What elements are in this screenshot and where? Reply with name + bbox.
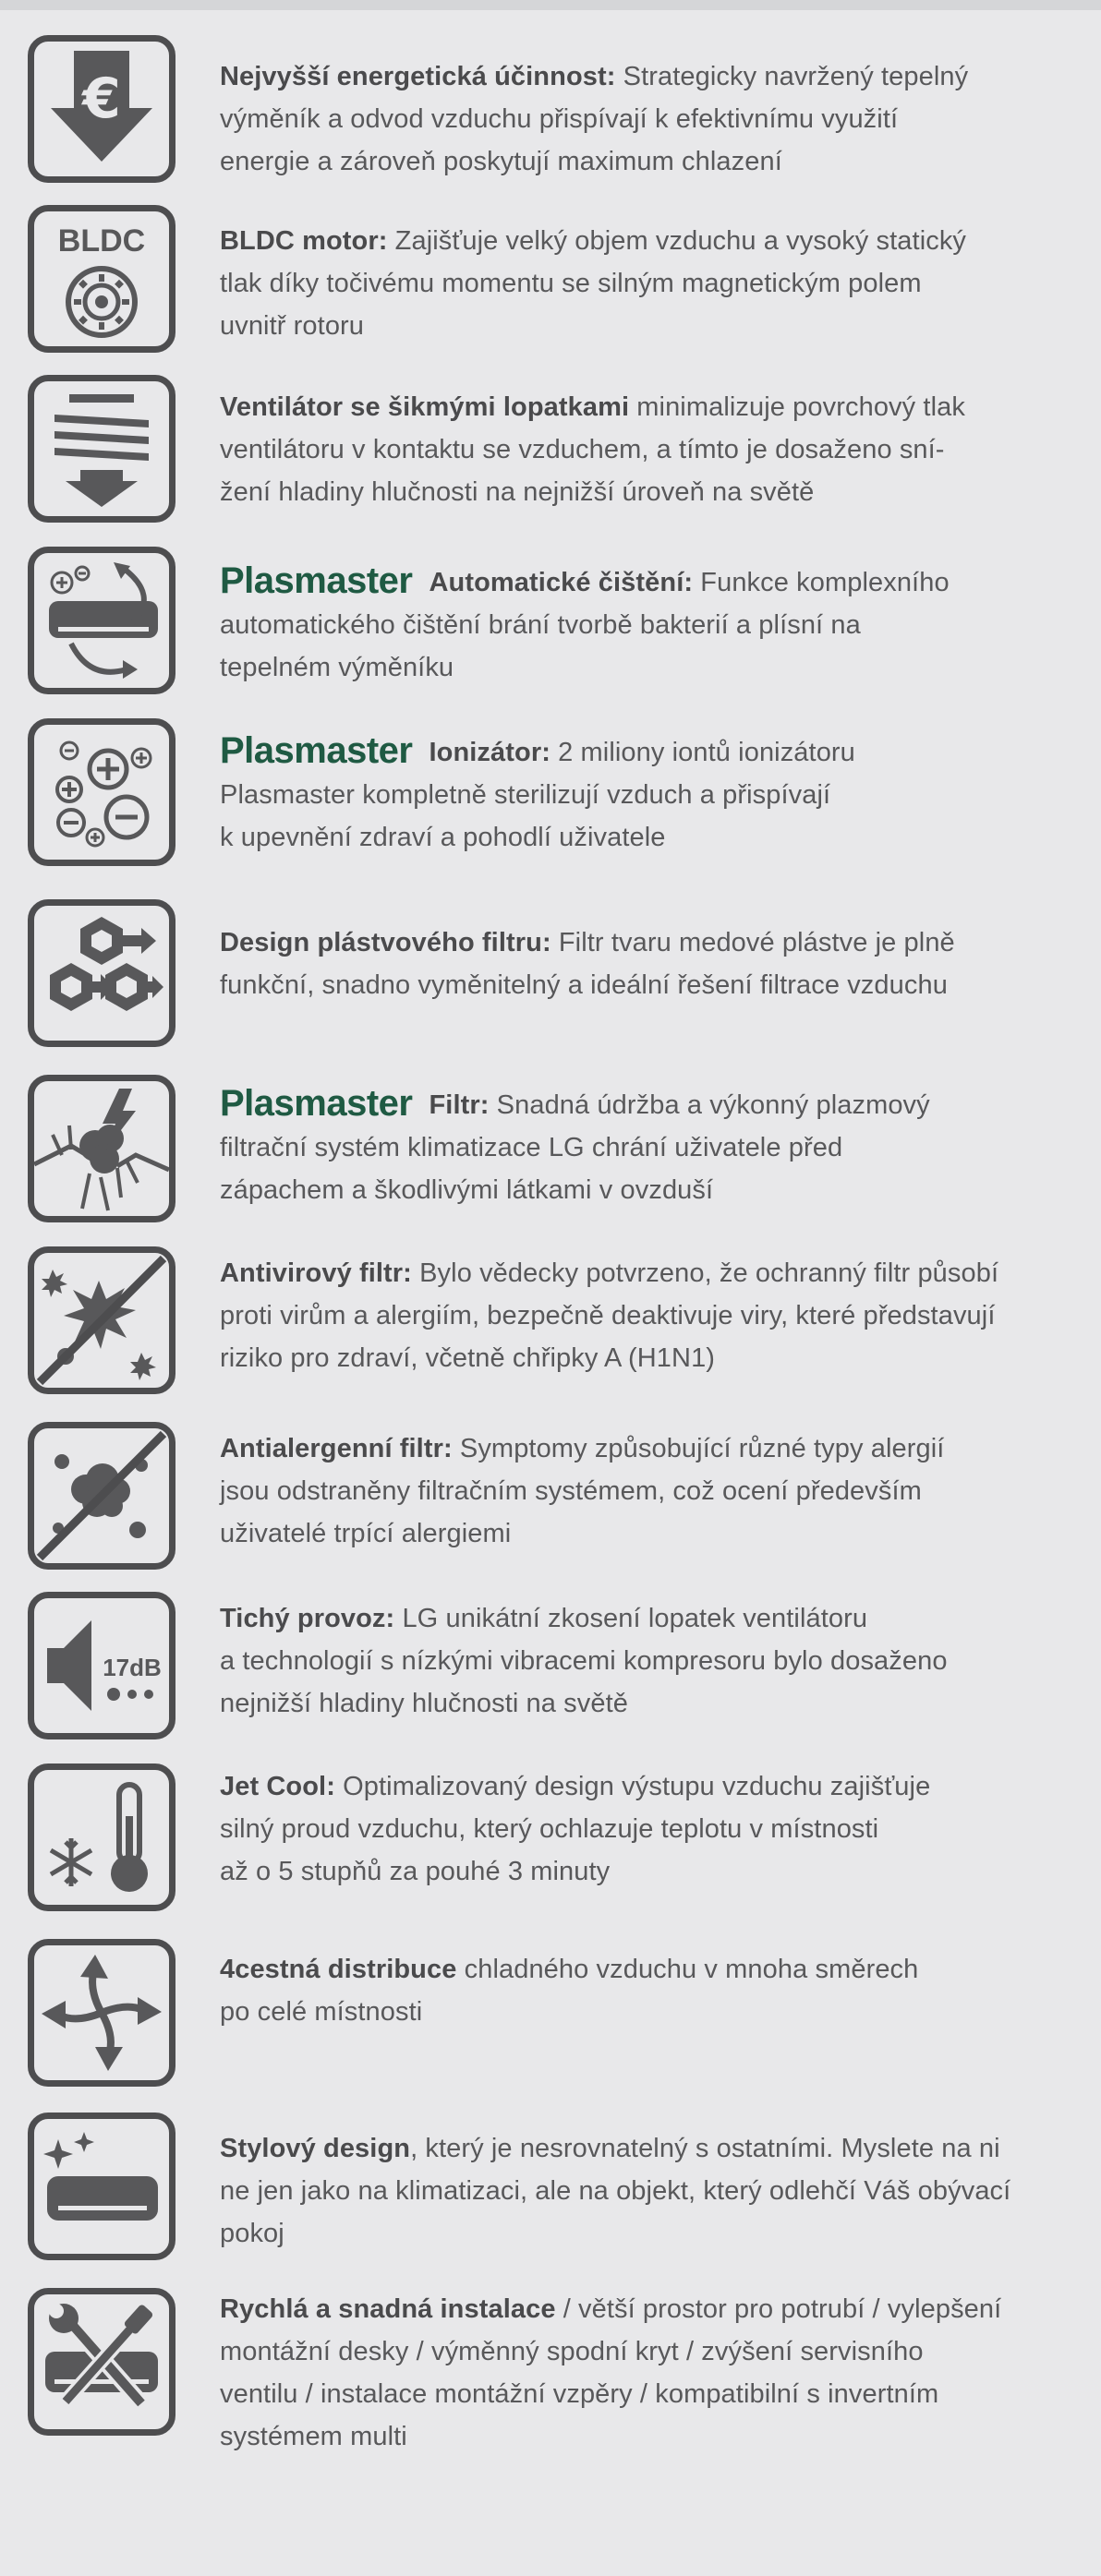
feature-title: Antialergenní filtr: (220, 1434, 453, 1463)
feature-text: silný proud vzduchu, který ochlazuje teplotu v místnosti (220, 1814, 879, 1844)
feature-text: uživatelé trpící alergiemi (220, 1519, 512, 1548)
feature-text: po celé místnosti (220, 1997, 423, 2027)
feature-text: Symptomy způsobující různé typy alergií (452, 1434, 945, 1463)
feature-text: a technologií s nízkými vibracemi kompresoru bylo dosaženo (220, 1646, 948, 1676)
feature-text: k upevnění zdraví a pohodlí uživatele (220, 823, 666, 852)
ionizer-icon (28, 718, 175, 866)
feature-title: Stylový design (220, 2134, 411, 2163)
feature-text: proti virům a alergiím, bezpečně deaktivuje viry, které představují (220, 1301, 996, 1330)
feature-text: funkční, snadno vyměnitelný a ideální řešení filtrace vzduchu (220, 970, 948, 1000)
four-way-icon (28, 1939, 175, 2087)
feature-text: výměník a odvod vzduchu přispívají k efektivnímu využití (220, 104, 899, 134)
feature-title: Automatické čištění: (429, 568, 694, 597)
svg-text:BLDC: BLDC (57, 223, 146, 259)
stylish-design-icon (28, 2113, 175, 2260)
feature-text: Plasmaster kompletně sterilizují vzduch a přispívají (220, 780, 831, 810)
feature-title: Antivirový filtr: (220, 1258, 412, 1288)
svg-text:17dB: 17dB (103, 1654, 162, 1681)
feature-text: až o 5 stupňů za pouhé 3 minuty (220, 1857, 611, 1886)
jet-cool-icon (28, 1763, 175, 1911)
auto-clean-icon (28, 547, 175, 694)
plasmaster-logo: Plasmaster (220, 560, 413, 601)
feature-text: chladného vzduchu v mnoha směrech (456, 1955, 919, 1984)
feature-text: nejnižší hladiny hlučnosti na světě (220, 1689, 628, 1718)
skew-fan-icon (28, 375, 175, 523)
feature-text: zápachem a škodlivými látkami v ovzduší (220, 1175, 714, 1205)
feature-text: Strategicky navržený tepelný (615, 62, 969, 91)
feature-text: Snadná údržba a výkonný plazmový (489, 1090, 930, 1120)
plasma-filter-icon (28, 1075, 175, 1222)
installation-tools-icon (28, 2288, 175, 2436)
feature-title: Design plástvového filtru: (220, 928, 551, 957)
feature-title: Jet Cool: (220, 1772, 335, 1801)
feature-title: Tichý provoz: (220, 1604, 395, 1633)
feature-title: BLDC motor: (220, 226, 388, 256)
feature-text: Bylo vědecky potvrzeno, že ochranný filtr působí (411, 1258, 999, 1288)
feature-text: ventilátoru v kontaktu se vzduchem, a tímto je dosaženo sní- (220, 435, 945, 464)
feature-text: Zajišťuje velký objem vzduchu a vysoký statický (387, 226, 967, 256)
plasmaster-logo: Plasmaster (220, 1083, 413, 1124)
feature-text: Filtr tvaru medové plástve je plně (550, 928, 955, 957)
feature-text: , který je nesrovnatelný s ostatními. Myslete na ni (410, 2134, 1000, 2163)
antivirus-icon (28, 1246, 175, 1394)
feature-text: tepelném výměníku (220, 653, 454, 682)
feature-text: tlak díky točivému momentu se silným magnetickým polem (220, 269, 922, 298)
svg-text:€: € (82, 66, 121, 131)
feature-text: ne jen jako na klimatizaci, ale na objekt, který odlehčí Váš obývací (220, 2176, 1011, 2206)
feature-text: montážní desky / výměnný spodní kryt / zvýšení servisního (220, 2337, 924, 2366)
feature-title: 4cestná distribuce (220, 1955, 457, 1984)
feature-text: jsou odstraněny filtračním systémem, což ocení především (220, 1476, 922, 1506)
feature-text: systémem multi (220, 2422, 407, 2451)
feature-title: Ventilátor se šikmými lopatkami (220, 392, 630, 422)
feature-text: riziko pro zdraví, včetně chřipky A (H1N1) (220, 1343, 716, 1373)
feature-title: Ionizátor: (429, 738, 550, 767)
plasmaster-logo: Plasmaster (220, 730, 413, 771)
euro-arrow-icon (28, 35, 175, 183)
feature-text: minimalizuje povrchový tlak (629, 392, 965, 422)
anti-allergy-icon (28, 1422, 175, 1570)
bldc-motor-icon (28, 205, 175, 353)
feature-text: 2 miliony iontů ionizátoru (550, 738, 855, 767)
honeycomb-filter-icon (28, 899, 175, 1047)
top-bar (0, 0, 1101, 10)
feature-title: Nejvyšší energetická účinnost: (220, 62, 616, 91)
feature-text: Funkce komplexního (693, 568, 950, 597)
feature-text: LG unikátní zkosení lopatek ventilátoru (394, 1604, 868, 1633)
feature-text: Optimalizovaný design výstupu vzduchu zajišťuje (334, 1772, 931, 1801)
feature-text: pokoj (220, 2219, 284, 2248)
feature-text: žení hladiny hlučnosti na nejnižší úroveň na světě (220, 477, 815, 507)
feature-text: / větší prostor pro potrubí / vylepšení (555, 2294, 1002, 2324)
feature-text: automatického čištění brání tvorbě bakterií a plísní na (220, 610, 861, 640)
feature-text: uvnitř rotoru (220, 311, 365, 341)
quiet-speaker-icon (28, 1592, 175, 1739)
feature-title: Rychlá a snadná instalace (220, 2294, 556, 2324)
feature-title: Filtr: (429, 1090, 490, 1120)
feature-text: energie a zároveň poskytují maximum chlazení (220, 147, 782, 176)
feature-text: ventilu / instalace montážní vzpěry / kompatibilní s invertním (220, 2379, 939, 2409)
feature-text: filtrační systém klimatizace LG chrání uživatele před (220, 1133, 843, 1162)
